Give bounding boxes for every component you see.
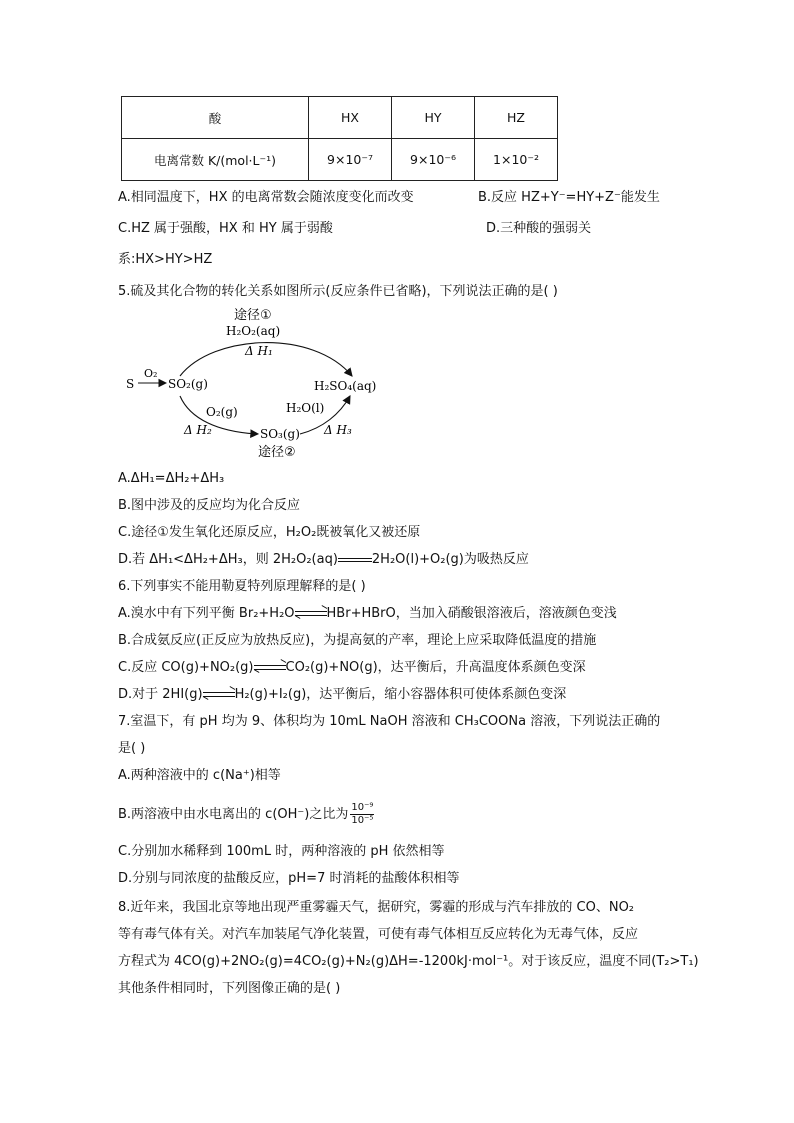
fraction-denominator: 10⁻⁵ xyxy=(351,815,374,826)
q7-option-d: D.分别与同浓度的盐酸反应，pH=7 时消耗的盐酸体积相等 xyxy=(118,871,460,886)
equilibrium-arrow xyxy=(295,609,327,619)
table-header-acid: 酸 xyxy=(122,97,309,139)
q6-option-c-post: CO₂(g)+NO(g)，达平衡后，升高温度体系颜色变深 xyxy=(285,660,586,675)
q7-option-b-text: B.两溶液中由水电离出的 c(OH⁻)之比为 xyxy=(118,807,349,822)
q7-option-a: A.两种溶液中的 c(Na⁺)相等 xyxy=(118,768,281,783)
q5-option-d-pre: D.若 ΔH₁<ΔH₂+ΔH₃，则 2H₂O₂(aq) xyxy=(118,552,338,567)
dh3-label: Δ H₃ xyxy=(324,423,352,437)
q5-option-c: C.途径①发生氧化还原反应，H₂O₂既被氧化又被还原 xyxy=(118,525,421,540)
table-header-hz: HZ xyxy=(475,97,558,139)
so3-label: SO₃(g) xyxy=(260,427,300,441)
q8-stem-line-2: 等有毒气体有关。对汽车加装尾气净化装置，可使有毒气体相互反应转化为无毒气体，反应 xyxy=(118,927,639,942)
q8-stem-line-4: 其他条件相同时，下列图像正确的是( ) xyxy=(118,981,341,996)
q6-option-a-pre: A.溴水中有下列平衡 Br₂+H₂O xyxy=(118,606,295,621)
q5-option-d-post: 2H₂O(l)+O₂(g)为吸热反应 xyxy=(371,552,529,567)
h2o2-label: H₂O₂(aq) xyxy=(226,324,281,338)
q6-option-a xyxy=(118,604,617,624)
o2g-label: O₂(g) xyxy=(206,405,238,419)
q4-option-c: C.HZ 属于强酸，HX 和 HY 属于弱酸 xyxy=(118,221,333,236)
q6-option-c-pre: C.反应 CO(g)+NO₂(g) xyxy=(118,660,254,675)
q6-option-d-pre: D.对于 2HI(g) xyxy=(118,687,203,702)
table-cell-hz: 1×10⁻² xyxy=(475,139,558,181)
h2o-label: H₂O(l) xyxy=(286,401,325,415)
sulfur-label: S xyxy=(126,377,135,391)
dh2-label: Δ H₂ xyxy=(184,423,212,437)
route-2-label: 途径② xyxy=(258,445,296,460)
ionization-constant-table xyxy=(121,96,558,181)
table-row-label: 电离常数 K/(mol·L⁻¹) xyxy=(122,139,309,181)
q4-option-a: A.相同温度下，HX 的电离常数会随浓度变化而改变 xyxy=(118,190,414,205)
dh1-label: Δ H₁ xyxy=(245,344,273,358)
q4-option-b: B.反应 HZ+Y⁻=HY+Z⁻能发生 xyxy=(478,190,660,205)
fraction-numerator: 10⁻⁹ xyxy=(351,802,374,813)
q5-option-b: B.图中涉及的反应均为化合反应 xyxy=(118,498,301,513)
table-header-hy: HY xyxy=(392,97,475,139)
q6-option-d xyxy=(118,685,566,705)
q6-option-b: B.合成氨反应(正反应为放热反应)，为提高氨的产率，理论上应采取降低温度的措施 xyxy=(118,633,597,648)
q8-stem-line-3: 方程式为 4CO(g)+2NO₂(g)=4CO₂(g)+N₂(g)ΔH=-1200kJ·mol⁻¹。对于该反应，温度不同(T₂>T₁) xyxy=(118,954,699,969)
o2-top-label: O₂ xyxy=(144,367,158,380)
ratio-fraction xyxy=(350,802,374,827)
so2-label: SO₂(g) xyxy=(168,377,208,391)
q4-option-d-continued: 系:HX>HY>HZ xyxy=(118,252,213,267)
route-1-label: 途径① xyxy=(234,308,272,323)
q4-option-d: D.三种酸的强弱关 xyxy=(486,221,592,236)
sulfur-conversion-diagram xyxy=(118,304,398,464)
equilibrium-arrow xyxy=(254,663,286,673)
q5-stem: 5.硫及其化合物的转化关系如图所示(反应条件已省略)，下列说法正确的是( ) xyxy=(118,284,558,299)
table-cell-hx: 9×10⁻⁷ xyxy=(309,139,392,181)
table-header-hx: HX xyxy=(309,97,392,139)
h2so4-label: H₂SO₄(aq) xyxy=(314,379,377,393)
table-cell-hy: 9×10⁻⁶ xyxy=(392,139,475,181)
q5-option-d xyxy=(118,550,529,570)
equals-arrow xyxy=(338,555,372,565)
q5-option-a: A.ΔH₁=ΔH₂+ΔH₃ xyxy=(118,471,225,486)
q8-stem-line-1: 8.近年来，我国北京等地出现严重雾霾天气，据研究，雾霾的形成与汽车排放的 CO、NO₂ xyxy=(118,900,635,915)
q7-option-b xyxy=(118,802,374,827)
equilibrium-arrow xyxy=(203,690,235,700)
q7-option-c: C.分别加水稀释到 100mL 时，两种溶液的 pH 依然相等 xyxy=(118,844,445,859)
q6-option-a-post: HBr+HBrO，当加入硝酸银溶液后，溶液颜色变浅 xyxy=(326,606,617,621)
q7-stem-continued: 是( ) xyxy=(118,741,146,756)
q6-option-c xyxy=(118,658,586,678)
q6-stem: 6.下列事实不能用勒夏特列原理解释的是( ) xyxy=(118,579,366,594)
q7-stem: 7.室温下，有 pH 均为 9、体积均为 10mL NaOH 溶液和 CH₃COONa 溶液，下列说法正确的 xyxy=(118,714,661,729)
q6-option-d-post: H₂(g)+I₂(g)，达平衡后，缩小容器体积可使体系颜色变深 xyxy=(234,687,567,702)
